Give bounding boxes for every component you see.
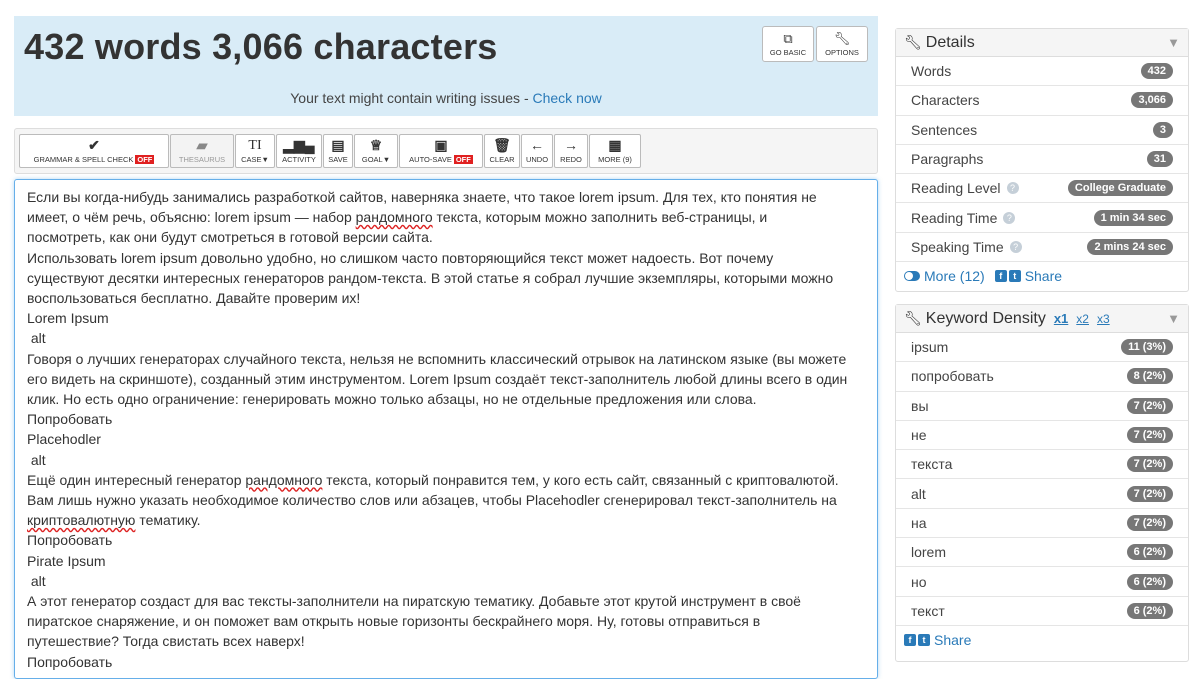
keyword-row: вы 7 (2%) (896, 392, 1188, 421)
tab-x1[interactable]: x1 (1053, 311, 1069, 326)
details-row-reading-time: Reading Time ? 1 min 34 sec (896, 203, 1188, 232)
twitter-icon[interactable]: t (1009, 270, 1021, 282)
autosave-off-badge: OFF (455, 155, 471, 164)
editor-line: Ещё один интересный генератор рандомного текста, который понравится тем, у кого есть сайт, связанный с криптовалютой. (27, 471, 839, 488)
wrench-icon: 🔧︎ (904, 310, 922, 326)
details-row-reading-level: Reading Level ? College Graduate (896, 174, 1188, 203)
details-row-sentences: Sentences 3 (896, 116, 1188, 145)
toggle-icon (904, 271, 920, 281)
keyword-density-panel (895, 304, 1189, 662)
options-button[interactable]: 🔧︎ OPTIONS (816, 26, 868, 62)
book-icon: ▰ (196, 137, 208, 153)
editor-line: существуют десятки интересных генераторов рандом-текста. В этой статье я собрал лучшие экземпляры, которыми можно (27, 269, 834, 286)
save-file-icon: ▤ (331, 137, 345, 153)
spelling-error[interactable]: рандомного (245, 471, 323, 488)
details-panel (895, 28, 1189, 292)
twitter-icon[interactable]: t (918, 634, 930, 646)
keyword-row: alt 7 (2%) (896, 479, 1188, 508)
keyword-row: не 7 (2%) (896, 421, 1188, 450)
wrench-icon: 🔧︎ (833, 30, 851, 46)
wrench-icon: 🔧︎ (904, 34, 922, 50)
keyword-row: lorem 6 (2%) (896, 538, 1188, 567)
stats-header (14, 16, 878, 116)
editor-line: посмотреть, как они будут смотреться в готовой версии сайта. (27, 229, 433, 246)
keyword-row: на 7 (2%) (896, 509, 1188, 538)
details-row-words: Words 432 (896, 57, 1188, 86)
more-details-link[interactable]: More (12) (924, 268, 985, 285)
editor-line: криптовалютную тематику. (27, 512, 201, 529)
tab-x2[interactable]: x2 (1076, 311, 1089, 326)
chevron-down-icon[interactable]: ▼ (1167, 35, 1180, 50)
keyword-row: текст 6 (2%) (896, 597, 1188, 626)
facebook-icon[interactable]: f (904, 634, 916, 646)
case-button[interactable]: TI CASE▼ (235, 134, 275, 168)
redo-button[interactable]: → REDO (554, 134, 588, 168)
editor-toolbar (14, 128, 878, 174)
editor-line: Placehodler (27, 431, 101, 448)
share-link[interactable]: Share (1024, 268, 1063, 285)
writing-issues-notice: Your text might contain writing issues - Check now (290, 90, 602, 106)
editor-line: Попробовать (27, 411, 113, 428)
spelling-error[interactable]: рандомного (355, 209, 433, 226)
keyword-density-header: 🔧︎ Keyword Density x1 x2 x3 ▼ (896, 305, 1188, 333)
editor-line: путешествие? Тогда свистать всех наверх! (27, 633, 305, 650)
check-icon: ✔ (88, 137, 100, 153)
grid-icon: ▦ (608, 137, 622, 153)
check-now-link[interactable]: Check now (532, 90, 602, 106)
details-row-characters: Characters 3,066 (896, 86, 1188, 115)
editor-line: Если вы когда-нибудь занимались разработкой сайтов, наверняка знаете, что такое lorem ipsum. Для тех, кто понятия не (27, 189, 817, 205)
editor-line: имеет, о чём речь, объясню: lorem ipsum — набор рандомного текста, которым можно заполнить веб-страницы, и (27, 209, 768, 226)
word-count-title: 432 words 3,066 characters (24, 26, 498, 67)
facebook-icon[interactable]: f (995, 270, 1007, 282)
grammar-spell-check-button[interactable]: ✔ GRAMMAR & SPELL CHECK OFF (19, 134, 169, 168)
keyword-footer (896, 626, 1188, 654)
arrow-right-icon: → (564, 137, 578, 153)
activity-button[interactable]: ▂▆▄ ACTIVITY (276, 134, 322, 168)
editor-line: alt (27, 330, 46, 347)
undo-button[interactable]: ← UNDO (521, 134, 553, 168)
help-icon[interactable]: ? (1003, 212, 1015, 224)
external-link-icon: ⧉ (783, 30, 793, 46)
floppy-icon: ▣ (434, 137, 448, 153)
help-icon[interactable]: ? (1010, 241, 1022, 253)
details-row-speaking-time: Speaking Time ? 2 mins 24 sec (896, 233, 1188, 262)
more-button[interactable]: ▦ MORE (9) (589, 134, 641, 168)
auto-save-button[interactable]: ▣ AUTO-SAVE OFF (399, 134, 483, 168)
grammar-off-badge: OFF (137, 155, 153, 164)
editor-line: alt (27, 451, 46, 468)
keyword-row: ipsum 11 (3%) (896, 333, 1188, 362)
tab-x3[interactable]: x3 (1096, 311, 1110, 326)
keyword-row: попробовать 8 (2%) (896, 362, 1188, 391)
trophy-icon: ♕ (369, 137, 383, 153)
editor-line: А этот генератор создаст для вас тексты-заполнители на пиратскую тематику. Добавьте этот крутой инструмент в своё (27, 593, 801, 610)
save-button[interactable]: ▤ SAVE (323, 134, 353, 168)
editor-line: Говоря о лучших генераторах случайного текста, нельзя не вспомнить классический отрывок на латинском языке (вы можете (27, 350, 847, 367)
text-editor[interactable] (14, 179, 878, 679)
help-icon[interactable]: ? (1007, 182, 1019, 194)
editor-line: Lorem Ipsum (27, 310, 109, 327)
editor-line: Pirate Ipsum (27, 552, 106, 569)
editor-line: Попробовать (27, 653, 113, 670)
chevron-down-icon[interactable]: ▼ (1167, 311, 1180, 326)
clear-button[interactable]: 🗑︎ CLEAR (484, 134, 520, 168)
arrow-left-icon: ← (530, 137, 544, 153)
details-footer (896, 262, 1188, 290)
details-header[interactable]: 🔧︎ Details ▼ (896, 29, 1188, 57)
editor-line: alt (27, 572, 46, 589)
details-row-paragraphs: Paragraphs 31 (896, 145, 1188, 174)
thesaurus-button[interactable]: ▰ THESAURUS (170, 134, 234, 168)
header-buttons (760, 26, 868, 62)
go-basic-button[interactable]: ⧉ GO BASIC (762, 26, 814, 62)
keyword-row: текста 7 (2%) (896, 450, 1188, 479)
share-link[interactable]: Share (934, 631, 972, 648)
spelling-error[interactable]: криптовалютную (27, 512, 136, 529)
editor-line: воспользоваться бесплатно. Давайте проверим их! (27, 290, 361, 307)
keyword-row: но 6 (2%) (896, 567, 1188, 596)
goal-button[interactable]: ♕ GOAL▼ (354, 134, 398, 168)
text-case-icon: TI (248, 138, 262, 153)
trash-icon: 🗑︎ (493, 137, 511, 153)
editor-line: Вам лишь нужно указать необходимое количество слов или абзацев, чтобы Placehodler сгенерировал текст-заполнитель на (27, 492, 837, 509)
editor-line: Попробовать (27, 532, 113, 549)
editor-line: его видеть на скриншоте), созданный этим инструментом. Lorem Ipsum создаёт текст-заполнитель любой длины всего в один (27, 370, 848, 387)
editor-line: пиратское снаряжение, и он поможет вам открыть новые горизонты бескрайнего моря. Ну, готовы отправиться в (27, 613, 761, 630)
bar-chart-icon: ▂▆▄ (283, 137, 315, 153)
editor-line: клик. Но есть одно ограничение: генерировать можно только абзацы, но не отдельные предложения или слова. (27, 391, 757, 408)
editor-line: Использовать lorem ipsum довольно удобно, но слишком часто повторяющийся текст может надоесть. Вот почему (27, 249, 774, 266)
